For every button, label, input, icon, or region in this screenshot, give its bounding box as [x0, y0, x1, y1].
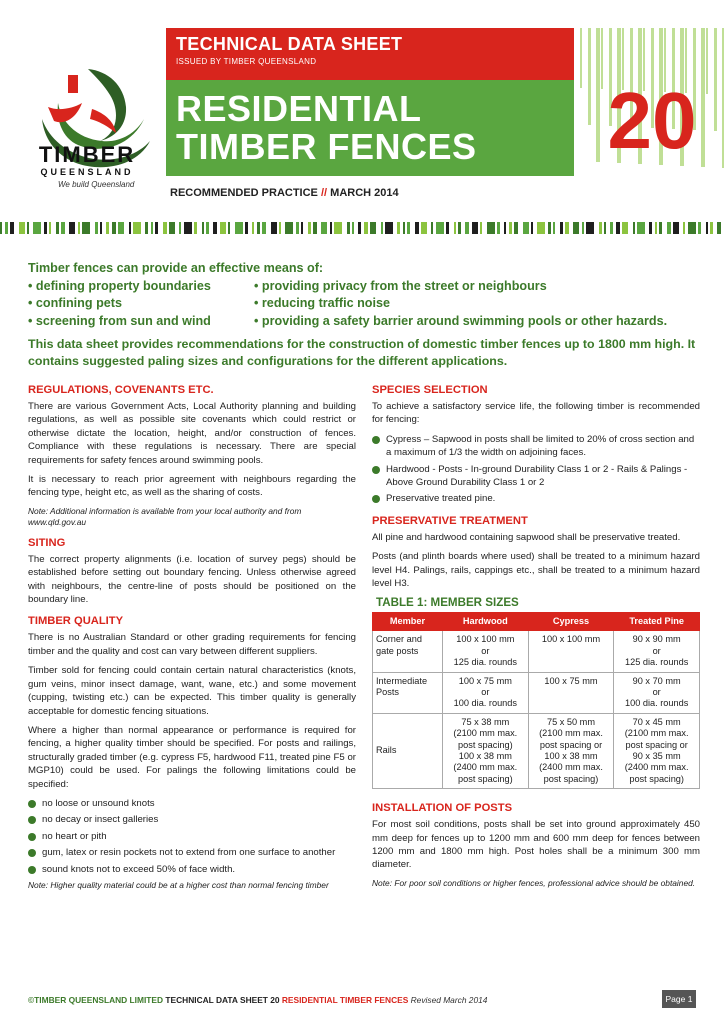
barcode-bar [633, 222, 635, 234]
barcode-bar [655, 222, 657, 234]
barcode-bar [235, 222, 243, 234]
barcode-bar [44, 222, 47, 234]
barcode-bar [194, 222, 197, 234]
barcode-bar [604, 222, 606, 234]
table-cell: 90 x 70 mm or 100 dia. rounds [614, 672, 700, 713]
list-item: no heart or pith [28, 830, 356, 843]
barcode-bar [688, 222, 696, 234]
table-cell: 100 x 75 mm [528, 672, 614, 713]
barcode-bar [364, 222, 368, 234]
intro-summary: This data sheet provides recommendations for the construction of domestic timber fences up to 1800 mm high. It contains suggested paling sizes and configurations for the different applications. [28, 337, 696, 368]
barcode-bar [213, 222, 217, 234]
table-header-cell: Member [373, 612, 443, 630]
barcode-bar [616, 222, 620, 234]
intro-row-3 [28, 313, 698, 331]
barcode-bar [112, 222, 116, 234]
footer-copyright: ©TIMBER QUEENSLAND LIMITED [28, 995, 164, 1005]
regulations-paragraph-2: It is necessary to reach prior agreement with neighbours regarding the fencing type, height etc, as well as the sharing of costs. [28, 474, 356, 499]
barcode-bar [151, 222, 153, 234]
barcode-bar [61, 222, 65, 234]
barcode-bar [454, 222, 456, 234]
barcode-bar [206, 222, 209, 234]
recommended-practice-line [170, 187, 399, 199]
barcode-bar [667, 222, 671, 234]
intro-row-1 [28, 278, 698, 296]
barcode-bar [599, 222, 602, 234]
barcode-bar [271, 222, 277, 234]
siting-paragraph: The correct property alignments (i.e. location of survey pegs) should be established before setting out boundary fencing. Unless otherwise agreed with neighbours, the centre-line of posts should be positioned on the boundary line. [28, 553, 356, 606]
barcode-bar [565, 222, 569, 234]
barcode-bar [698, 222, 701, 234]
barcode-bar [347, 222, 350, 234]
barcode-bar [262, 222, 266, 234]
barcode-bar [202, 222, 204, 234]
barcode-bar [458, 222, 461, 234]
barcode-bar [296, 222, 299, 234]
table-title: TABLE 1: MEMBER SIZES [376, 596, 519, 610]
barcode-bar [118, 222, 124, 234]
barcode-bar [184, 222, 192, 234]
barcode-bar [673, 222, 679, 234]
table-row [373, 713, 700, 788]
barcode-bar [285, 222, 293, 234]
issued-by: ISSUED BY TIMBER QUEENSLAND [176, 57, 317, 66]
list-item: Hardwood - Posts - In-ground Durability Class 1 or 2 - Rails & Palings - Above Ground Durability Class 1 or 2 [372, 463, 700, 490]
barcode-bar [95, 222, 98, 234]
table-header-row [373, 612, 700, 630]
footer-revised: Revised March 2014 [410, 995, 488, 1005]
installation-note: Note: For poor soil conditions or higher fences, professional advice should be obtained. [372, 877, 696, 888]
barcode-bar [717, 222, 721, 234]
barcode-bar [145, 222, 148, 234]
regulations-paragraph-1: There are various Government Acts, Local Authority planning and building regulations, as well as possible site covenants which could restrict or otherwise dictate the location, height, and/or construction of fences. Compliance with these regulations is necessary. There are special requirements for safety fences around swimming pools. [28, 401, 356, 466]
member-sizes-table [372, 612, 700, 789]
intro-row-2 [28, 295, 698, 313]
barcode-bar [385, 222, 393, 234]
page-number-badge: Page 1 [662, 990, 696, 1008]
left-column [28, 380, 356, 897]
section-heading-installation: INSTALLATION OF POSTS [372, 802, 513, 815]
barcode-bar [381, 222, 383, 234]
barcode-bar [472, 222, 478, 234]
barcode-bar [370, 222, 376, 234]
table-cell: 100 x 75 mm or 100 dia. rounds [443, 672, 529, 713]
footer [28, 995, 487, 1005]
barcode-bar [659, 222, 662, 234]
logo-wordmark [28, 144, 146, 189]
barcode-bar [649, 222, 652, 234]
barcode-bar [537, 222, 545, 234]
barcode-bar [407, 222, 410, 234]
barcode-bar [106, 222, 109, 234]
barcode-bar [321, 222, 327, 234]
table-header-cell: Treated Pine [614, 612, 700, 630]
quality-paragraph-2: Timber sold for fencing could contain certain natural characteristics (knots, gum veins, minor insect damage, want, wane, etc.) and some movement (cupping, twisting etc.) can be expected. This timber quality is generally acceptable for domestic fencing situations. [28, 665, 356, 717]
table-cell: 90 x 90 mm or 125 dia. rounds [614, 631, 700, 672]
species-bullet-list [372, 433, 700, 506]
separator: // [320, 187, 328, 199]
quality-paragraph-3: Where a higher than normal appearance or performance is required for fencing, a higher quality timber should be specified. For posts and railings, structurally graded timber (e.g. cypress F5, hardwood F11, treated pine F5 or MGP10) could be used. For palings the following limitations could be specified: [28, 724, 356, 790]
quality-paragraph-1: There is no Australian Standard or other grading requirements for fencing timber and the quality and cost can vary between different suppliers. [28, 632, 356, 657]
barcode-bar [330, 222, 332, 234]
barcode-bar [10, 222, 14, 234]
barcode-bar [308, 222, 311, 234]
list-item: no decay or insect galleries [28, 813, 356, 826]
barcode-bar [582, 222, 584, 234]
table-cell: 75 x 38 mm (2100 mm max. post spacing) 100 x 38 mm (2400 mm max. post spacing) [443, 713, 529, 788]
issue-date: MARCH 2014 [330, 187, 399, 199]
footer-sheet: TECHNICAL DATA SHEET 20 [165, 995, 280, 1005]
table-cell: 100 x 100 mm [528, 631, 614, 672]
barcode-bar [245, 222, 248, 234]
section-heading-siting: SITING [28, 536, 66, 549]
barcode-bar [82, 222, 90, 234]
list-item: no loose or unsound knots [28, 797, 356, 810]
barcode-bar [313, 222, 317, 234]
footer-title: RESIDENTIAL TIMBER FENCES [281, 995, 409, 1005]
barcode-bar [465, 222, 469, 234]
barcode-bar [446, 222, 449, 234]
barcode-bar [560, 222, 563, 234]
stripe [580, 28, 582, 88]
barcode-bar [169, 222, 175, 234]
species-paragraph: To achieve a satisfactory service life, the following timber is recommended for fencing: [372, 401, 700, 426]
barcode-bar [436, 222, 444, 234]
title-band [166, 80, 574, 176]
barcode-bar [19, 222, 25, 234]
barcode-bar [397, 222, 400, 234]
barcode-bar [509, 222, 512, 234]
barcode-bar [334, 222, 342, 234]
preservative-paragraph-1: All pine and hardwood containing sapwood shall be preservative treated. [372, 531, 681, 543]
barcode-bar [523, 222, 529, 234]
stripe [714, 28, 717, 131]
installation-paragraph: For most soil conditions, posts shall be set into ground approximately 450 mm deep for fences up to 1200 mm and 600 mm deep for fences between 1200 mm and 1800 mm high. Post holes shall be a minimum 300 mm diameter. [372, 819, 700, 871]
barcode-bar [706, 222, 708, 234]
barcode-bar [27, 222, 29, 234]
logo-tagline: We build Queensland [58, 180, 135, 189]
section-heading-species: SPECIES SELECTION [372, 384, 488, 396]
quality-bullet-list [28, 797, 356, 876]
intro-lead: Timber fences can provide an effective means of: [28, 261, 324, 275]
barcode-bar [421, 222, 427, 234]
barcode-bar [637, 222, 645, 234]
doc-type: TECHNICAL DATA SHEET [176, 34, 403, 54]
barcode-bar [710, 222, 713, 234]
table-cell: Intermediate Posts [373, 672, 443, 713]
title-line-2: TIMBER FENCES [176, 126, 477, 167]
sheet-number: 20 [607, 76, 697, 165]
regulations-note: Note: Additional information is available from your local authority and from www.qld.gov.au [28, 505, 302, 527]
barcode-bar [100, 222, 102, 234]
barcode-bar [220, 222, 226, 234]
barcode-bar [358, 222, 361, 234]
intro-item: • screening from sun and wind [28, 313, 211, 328]
barcode-bar [497, 222, 500, 234]
barcode-bar [56, 222, 59, 234]
barcode-bar [415, 222, 419, 234]
barcode-bar [279, 222, 281, 234]
barcode-bar [504, 222, 506, 234]
barcode-bar [573, 222, 579, 234]
barcode-bar [0, 222, 2, 234]
table-cell: 75 x 50 mm (2100 mm max. post spacing or 100 x 38 mm (2400 mm max. post spacing) [528, 713, 614, 788]
table-header-cell: Cypress [528, 612, 614, 630]
barcode-bar [228, 222, 230, 234]
barcode-bar [610, 222, 613, 234]
barcode-bar [586, 222, 594, 234]
barcode-bar [403, 222, 405, 234]
intro-item: • defining property boundaries [28, 278, 211, 293]
table-row [373, 631, 700, 672]
barcode-bar [155, 222, 158, 234]
barcode-bar [69, 222, 75, 234]
table-cell: 100 x 100 mm or 125 dia. rounds [443, 631, 529, 672]
barcode-bar [553, 222, 555, 234]
logo-word: TIMBER [38, 142, 136, 167]
list-item: sound knots not to exceed 50% of face width. [28, 863, 356, 876]
section-heading-timber-quality: TIMBER QUALITY [28, 615, 124, 628]
table-cell: 70 x 45 mm (2100 mm max. post spacing or 90 x 35 mm (2400 mm max. post spacing) [614, 713, 700, 788]
right-column [372, 380, 700, 895]
barcode-bar [49, 222, 51, 234]
decorative-barcode-divider [0, 222, 724, 234]
quality-note: Note: Higher quality material could be at a higher cost than normal fencing timber [28, 879, 329, 890]
barcode-bar [514, 222, 518, 234]
barcode-bar [301, 222, 303, 234]
section-heading-preservative: PRESERVATIVE TREATMENT [372, 514, 528, 527]
table-row [373, 672, 700, 713]
barcode-bar [252, 222, 254, 234]
table-cell: Corner and gate posts [373, 631, 443, 672]
intro-item: • confining pets [28, 296, 122, 310]
barcode-bar [179, 222, 181, 234]
preservative-paragraph-2: Posts (and plinth boards where used) shall be treated to a minimum hazard level H4. Palings, rails, cappings etc., shall be treated to a minimum hazard level H3. [372, 551, 700, 590]
barcode-bar [133, 222, 141, 234]
barcode-bar [352, 222, 354, 234]
barcode-bar [480, 222, 482, 234]
intro-item: • providing a safety barrier around swimming pools or other hazards. [254, 313, 668, 328]
table-cell: Rails [373, 713, 443, 788]
barcode-bar [5, 222, 8, 234]
barcode-bar [622, 222, 628, 234]
barcode-bar [257, 222, 260, 234]
intro-block [28, 260, 698, 330]
intro-item: • providing privacy from the street or neighbours [254, 278, 547, 293]
list-item: gum, latex or resin pockets not to extend from one surface to another [28, 846, 356, 859]
table-header-cell: Hardwood [443, 612, 529, 630]
barcode-bar [548, 222, 551, 234]
barcode-bar [163, 222, 167, 234]
title-line-1: RESIDENTIAL [176, 88, 422, 129]
barcode-bar [431, 222, 433, 234]
barcode-bar [78, 222, 80, 234]
list-item: Preservative treated pine. [372, 492, 700, 505]
barcode-bar [33, 222, 41, 234]
intro-item: • reducing traffic noise [254, 296, 390, 310]
logo-subword: QUEENSLAND [40, 167, 134, 177]
barcode-bar [683, 222, 685, 234]
doc-type-band [166, 28, 574, 80]
barcode-bar [531, 222, 533, 234]
list-item: Cypress – Sapwood in posts shall be limited to 20% of cross section and a maximum of 1/3 the width on adjoining faces. [372, 433, 700, 460]
section-heading-regulations: REGULATIONS, COVENANTS ETC. [28, 384, 214, 396]
recommended-label: RECOMMENDED PRACTICE [170, 187, 318, 199]
barcode-bar [487, 222, 495, 234]
barcode-bar [129, 222, 131, 234]
